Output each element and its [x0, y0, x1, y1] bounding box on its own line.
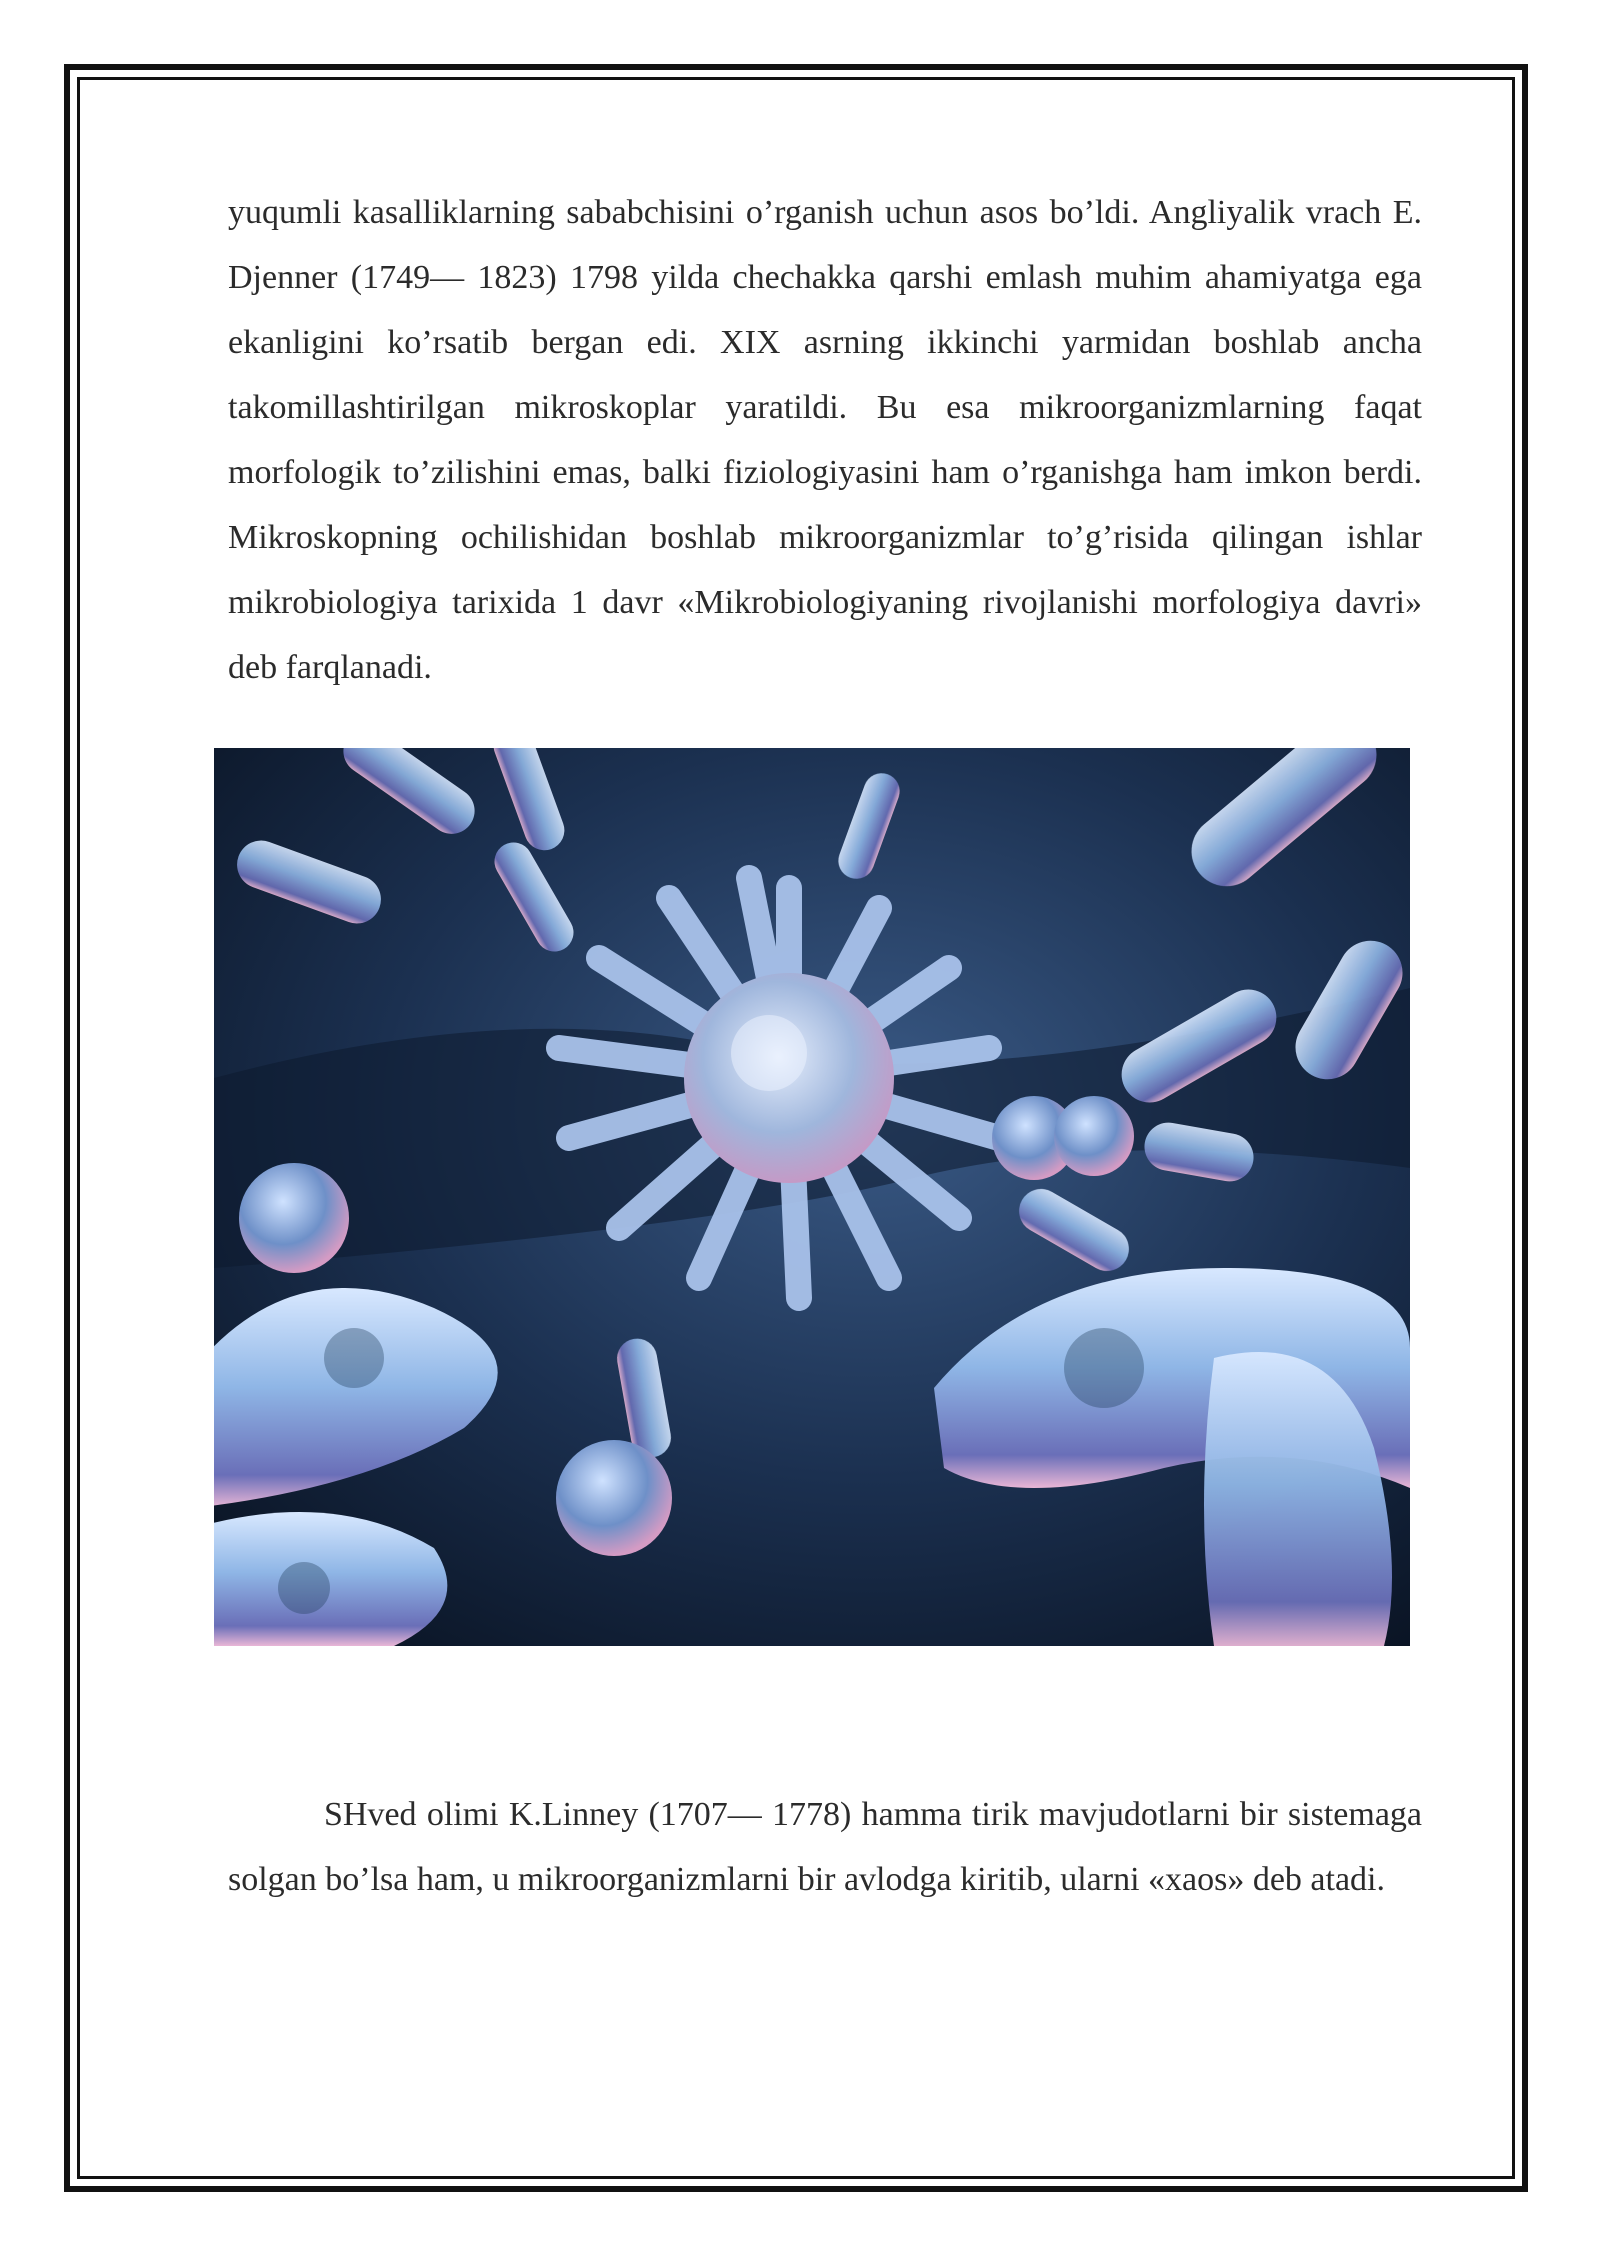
body-paragraph-2: SHved olimi K.Linney (1707— 1778) hamma tirik mavjudotlarni bir sistemaga solgan bo’lsa ham, u mikroorganizmlarni bir avlodga kiritib, ularni «xaos» deb atadi.: [228, 1796, 1422, 1898]
microbes-illustration: [214, 748, 1410, 1646]
body-paragraph-1: yuqumli kasalliklarning sababchisini o’rganish uchun asos bo’ldi. Angliyalik vrach E. Djenner (1749— 1823) 1798 yilda chechakka qarshi emlash muhim ahamiyatga ega ekanligini ko’rsatib bergan edi. XIX asrning ikkinchi yarmidan boshlab ancha takomillashtirilgan mikroskoplar yaratildi. Bu esa mikroorganizmlarning faqat morfologik to’zilishini emas, balki fiziologiyasini ham o’rganishga ham imkon berdi. Mikroskopning ochilishidan boshlab mikroorganizmlar to’g’risida qilingan ishlar mikrobiologiya tarixida 1 davr «Mikrobiologiyaning rivojlanishi morfologiya davri» deb farqlanadi.: [228, 194, 1422, 686]
